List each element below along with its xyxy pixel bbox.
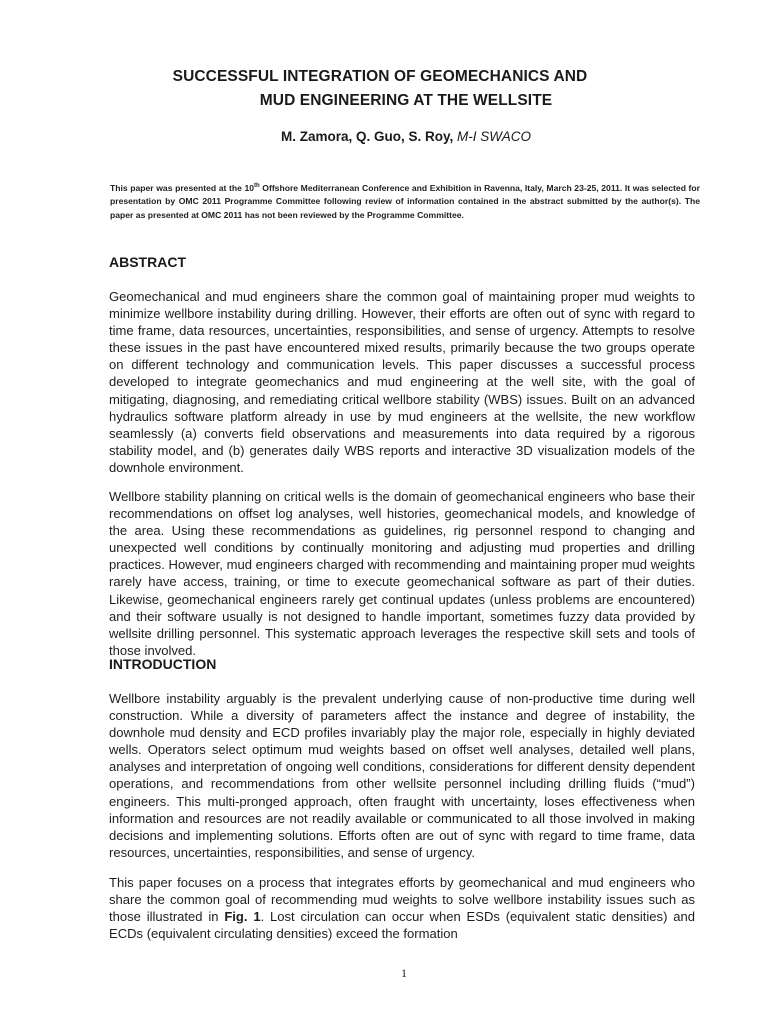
abstract-heading: ABSTRACT [109,254,186,270]
abstract-paragraph-1: Geomechanical and mud engineers share the common goal of maintaining proper mud weights to minimize wellbore instability during drilling. However, their efforts are often out of sync with regard to time frame, data resources, uncertainties, responsibilities, and sense of urgency. Attempts to resolve these issues in the past have encountered mixed results, primarily because the two groups operate on different technology and communication levels. This paper discusses a successful process developed to integrate geomechanics and mud engineering at the well site, with the goal of mitigating, diagnosing, and remediating critical wellbore stability (WBS) issues. Built on an advanced hydraulics software platform already in use by mud engineers at the wellsite, the new workflow seamlessly (a) converts field observations and measurements into data required by a rigorous stability model, and (b) generates daily WBS reports and interactive 3D visualization models of the downhole environment. [109,289,695,475]
paper-title-line-1: SUCCESSFUL INTEGRATION OF GEOMECHANICS AND [172,68,588,85]
figure-reference[interactable]: Fig. 1 [224,909,261,925]
notice-text-rest: Offshore Mediterranean Conference and Exhibition in Ravenna, Italy, March 23-25, 2011. It was selected for presentation by OMC 2011 Programme Committee following review of information contained in the abstract submitted by the author(s). The paper as presented at OMC 2011 has not been reviewed by the Programme Committee. [110,183,700,220]
conference-notice [110,182,700,222]
author-names: M. Zamora, Q. Guo, S. Roy, [280,129,454,144]
author-line [22,128,768,146]
notice-text-start: This paper was presented at the 10 [110,183,255,193]
introduction-paragraph-2 [109,874,695,942]
notice-superscript: th [254,183,260,190]
intro-p2-text-start: This paper focuses on a process that integrates efforts by geomechanical and mud engineers who share the common goal of recommending mud weights to solve wellbore instability issues such as those illustrated in [109,875,695,925]
author-affiliation: M-I SWACO [457,129,532,144]
introduction-paragraph-1: Wellbore instability arguably is the prevalent underlying cause of non-productive time during well construction. While a diversity of parameters affect the instance and degree of instability, the downhole mud density and ECD profiles invariably play the major role, especially in highly deviated wells. Operators select optimum mud weights based on offset well analyses, detailed well plans, analyses and interpretation of ongoing well conditions, considerations for different density dependent operations, and recommendations from other wellsite personnel including drilling fluids (“mud”) engineers. This multi-pronged approach, often fraught with uncertainty, loses effectiveness when information and resources are not readily available or communicated to all those involved in making decisions and implementing solutions. Efforts often are out of sync with regard to time frame, data resources, uncertainties, responsibilities, and sense of urgency. [109,691,695,860]
intro-p2-text-end: . Lost circulation can occur when ESDs (equivalent static densities) and ECDs (equivalent circulating densities) exceed the formation [109,909,695,942]
paper-title-line-2: MUD ENGINEERING AT THE WELLSITE [259,92,553,109]
introduction-heading: INTRODUCTION [109,656,217,672]
abstract-paragraph-2: Wellbore stability planning on critical wells is the domain of geomechanical engineers who base their recommendations on offset log analyses, well histories, geomechanical models, and knowledge of the area. Using these recommendations as guidelines, rig personnel respond to changing and unexpected well conditions by continually monitoring and adjusting mud properties and drilling practices. However, mud engineers charged with recommending and maintaining proper mud weights rarely have access, training, or time to execute geomechanical software as part of their duties. Likewise, geomechanical engineers rarely get continual updates (unless problems are encountered) and their software usually is not designed to handle important, sometimes fuzzy data provided by wellsite drilling personnel. This systematic approach leverages the respective skill sets and tools of those involved. [109,489,695,658]
page-number: 1 [401,966,407,980]
